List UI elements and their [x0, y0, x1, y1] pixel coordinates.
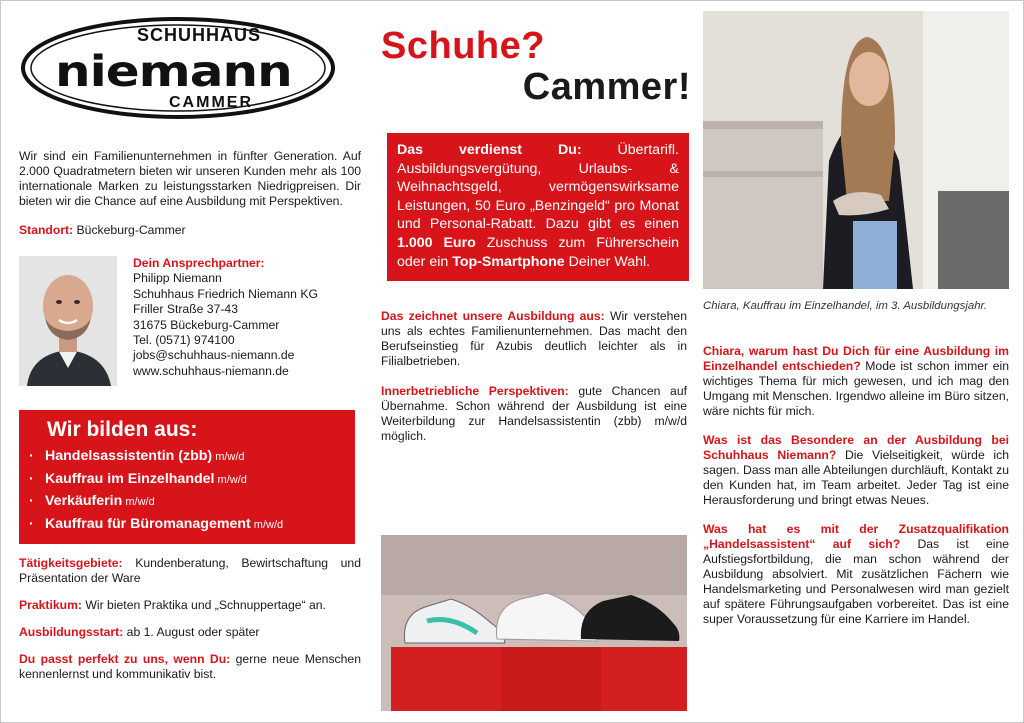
training-item: · Kauffrau für Büromanagement m/w/d — [29, 514, 345, 537]
contact-street: Friller Straße 37-43 — [133, 302, 238, 317]
headline-answer: Cammer! — [522, 66, 691, 108]
contact-portrait — [19, 256, 117, 386]
activity-areas: Tätigkeitsgebiete: Kundenberatung, Bewirtschaftung und Präsentation der Ware — [19, 556, 361, 585]
pay-box: Das verdienst Du: Übertarifl. Ausbildungsvergütung, Urlaubs- & Weihnachtsgeld, vermögenswirksame Leistungen, 50 Euro „Benzingeld“ pro Monat und Personal-Rabatt. Dazu gibt es einen 1.000 Euro Zuschuss zum Führerschein oder ein Top-Smartphone Deiner Wahl. — [387, 133, 689, 281]
contact-block — [19, 256, 361, 390]
training-quality: Das zeichnet unsere Ausbildung aus: Wir verstehen uns als echtes Familienunternehmen. Das macht den Berufseinstieg für Azubis deutlich leichter als in Filialbetrieben. — [381, 309, 687, 369]
company-logo — [19, 11, 337, 121]
photo-caption: Chiara, Kauffrau im Einzelhandel, im 3. Ausbildungsjahr. — [703, 300, 988, 312]
bullet-icon: · — [29, 470, 34, 487]
logo-bottom-text: CAMMER — [169, 94, 253, 111]
location — [19, 223, 361, 238]
right-column — [703, 11, 1009, 627]
location-value: Bückeburg-Cammer — [73, 223, 186, 237]
contact-phone: Tel. (0571) 974100 — [133, 333, 235, 348]
training-list — [29, 446, 345, 536]
training-features — [381, 309, 687, 444]
contact-website: www.schuhhaus-niemann.de — [133, 363, 289, 378]
training-item: · Verkäuferin m/w/d — [29, 491, 345, 514]
person-portrait-icon — [19, 256, 117, 386]
sneakers-photo — [381, 535, 687, 711]
training-start: Ausbildungsstart: ab 1. August oder später — [19, 625, 260, 639]
career-perspectives: Innerbetriebliche Perspektiven: gute Chancen auf Übernahme. Schon während der Ausbildung ist eine Weiterbildung zur Handelsassistentin (zbb) m/w/d möglich. — [381, 384, 688, 444]
training-item: · Kauffrau im Einzelhandel m/w/d — [29, 469, 345, 492]
apprentice-photo — [703, 11, 1009, 289]
contact-details — [133, 256, 318, 379]
fit-profile: Du passt perfekt zu uns, wenn Du: gerne neue Menschen kennenlernst und kommunikativ bist. — [19, 652, 361, 681]
pay-label: Das verdienst Du: — [397, 142, 582, 158]
sneakers-image-icon — [381, 535, 687, 711]
contact-name: Philipp Niemann — [133, 271, 222, 286]
interview-qa: Chiara, warum hast Du Dich für eine Ausbildung im Einzelhandel entschieden? Mode ist schon immer ein wichtiges Thema für mich gewesen, und ich mag den Umgang mit Menschen. Irgendwo alleine im Büro sitzen, wäre nichts für mich. — [703, 344, 1009, 418]
contact-city: 31675 Bückeburg-Cammer — [133, 317, 280, 332]
contact-heading: Dein Ansprechpartner: — [133, 256, 265, 270]
logo-top-text: SCHUHHAUS — [137, 25, 262, 45]
bullet-icon: · — [29, 493, 34, 509]
interview-qa: Was ist das Besondere an der Ausbildung bei Schuhhaus Niemann? Die Vielseitigkeit, würde ich sagen. Dass man alle Abteilungen durchläuft, Kontakt zu den Kunden hat, im Team arbeitet. Jeder Tag ist eine Herausforderung und bringt etwas Neues. — [703, 433, 1009, 507]
training-box — [19, 410, 355, 544]
bullet-icon: · — [29, 515, 34, 532]
apprentice-image-icon — [703, 11, 1009, 289]
bullet-icon: · — [29, 448, 34, 464]
interview-qa: Was hat es mit der Zusatzqualifikation „Handelsassistent“ auf sich? Das ist eine Aufstiegsfortbildung, die man schon während der Ausbildung absolviert. Mit zusätzlichen Fächern wie Handelsmarketing und Personalwesen wird man gezielt auf spätere Führungsaufgaben vorbereitet. Das ist eine super Voraussetzung für eine Karriere im Handel. — [703, 522, 1009, 626]
logo-main-text: niemann — [55, 47, 292, 97]
location-label: Standort: — [19, 223, 74, 237]
internship: Praktikum: Wir bieten Praktika und „Schnuppertage“ an. — [19, 598, 326, 612]
headline-question: Schuhe? — [381, 25, 545, 67]
training-heading: Wir bilden aus: — [47, 418, 198, 441]
contact-company: Schuhhaus Friedrich Niemann KG — [133, 286, 318, 301]
contact-email: jobs@schuhhaus-niemann.de — [133, 348, 295, 363]
middle-column — [381, 11, 691, 444]
training-item: · Handelsassistentin (zbb) m/w/d — [29, 446, 345, 469]
intro-text: Wir sind ein Familienunternehmen in fünfter Generation. Auf 2.000 Quadratmetern bieten wir unseren Kunden mehr als 100 internationale Marken zu leistungsstarken Niedrigpreisen. Dir bieten wir die Chance auf eine Ausbildung mit Perspektiven. — [19, 149, 361, 208]
left-column — [19, 11, 361, 682]
